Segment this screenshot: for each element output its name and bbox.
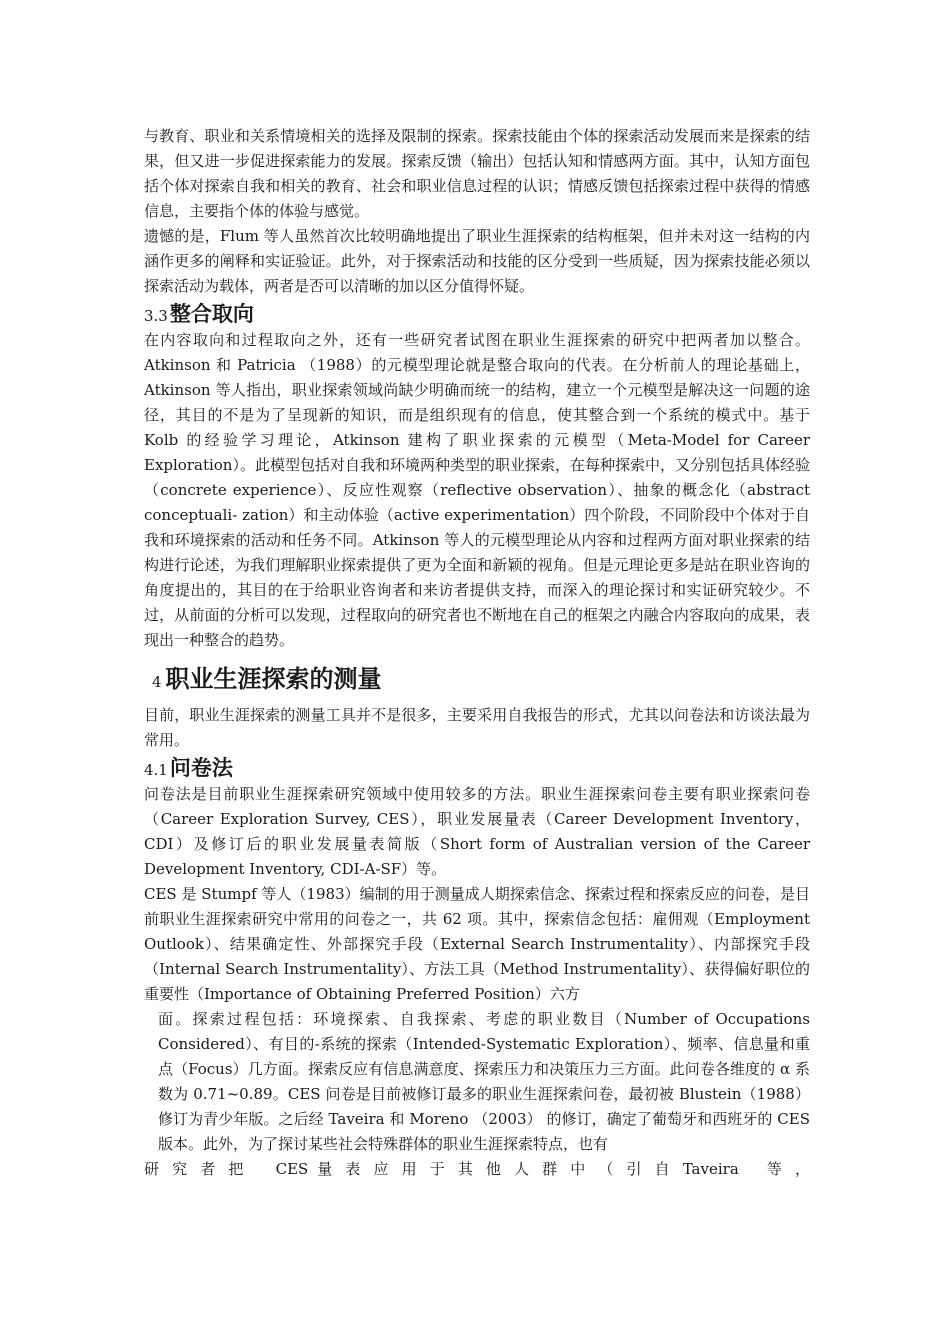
section-title: 职业生涯探索的测量 [165,664,382,693]
paragraph-ces-description: CES 是 Stumpf 等人（1983）编制的用于测量成人期探索信念、探索过程和探索反应的问卷，是目前职业生涯探索研究中常用的问卷之一，共 62 项。其中，探索信念包括：雇佣观（Employment Outlook）、结果确定性、外部探究手段（External Search Instrumentality）、内部探究手段（Internal Search Instrumentality）、方法工具（Method Instrumentality）、获得偏好职位的重要性（Importance of Obtaining Preferred Position）六方 [144,885,810,1003]
section-number: 4.1 [144,761,168,779]
section-number: 3.3 [144,307,168,325]
paragraph-questionnaire-method: 问卷法是目前职业生涯探索研究领域中使用较多的方法。职业生涯探索问卷主要有职业探索问卷（Career Exploration Survey, CES），职业发展量表（Career Development Inventory，CDI）及修订后的职业发展量表简版（Short form of Australian version of the Career Development Inventory, CDI-A-SF）等。 [144,785,810,878]
paragraph-exploration-feedback: 与教育、职业和关系情境相关的选择及限制的探索。探索技能由个体的探索活动发展而来是探索的结果，但又进一步促进探索能力的发展。探索反馈（输出）包括认知和情感两方面。其中，认知方面包括个体对探索自我和相关的教育、社会和职业信息过程的认识；情感反馈包括探索过程中获得的情感信息，主要指个体的体验与感觉。 [144,127,810,220]
section-number: 4 [152,673,162,691]
section-heading-3-3 [144,299,810,328]
section-title: 问卷法 [169,755,233,780]
paragraph-ces-other-groups: 研 究 者 把 CES 量 表 应 用 于 其 他 人 群 中 （ 引 自 Taveira 等 ， [144,1160,810,1178]
paragraph-integration-orientation: 在内容取向和过程取向之外，还有一些研究者试图在职业生涯探索的研究中把两者加以整合。Atkinson 和 Patricia （1988）的元模型理论就是整合取向的代表。在分析前人的理论基础上，Atkinson 等人指出，职业探索领域尚缺少明确而统一的结构，建立一个元模型是解决这一问题的途径，其目的不是为了呈现新的知识，而是组织现有的信息，使其整合到一个系统的模式中。基于 Kolb 的经验学习理论，Atkinson 建构了职业探索的元模型（Meta-Model for Career Exploration）。此模型包括对自我和环境两种类型的职业探索，在每种探索中，又分别包括具体经验（concrete experience）、反应性观察（reflective observation）、抽象的概念化（abstract conceptuali- zation）和主动体验（active experimentation）四个阶段，不同阶段中个体对于自我和环境探索的活动和任务不同。Atkinson 等人的元模型理论从内容和过程两方面对职业探索的结构进行论述，为我们理解职业探索提供了更为全面和新颖的视角。但是元理论更多是站在职业咨询的角度提出的，其目的在于给职业咨询者和来访者提供支持，而深入的理论探讨和实证研究较少。不过，从前面的分析可以发现，过程取向的研究者也不断地在自己的框架之内融合内容取向的成果，表现出一种整合的趋势。 [144,331,810,649]
section-title: 整合取向 [169,301,254,326]
paragraph-measurement-intro: 目前，职业生涯探索的测量工具并不是很多，主要采用自我报告的形式，尤其以问卷法和访谈法最为常用。 [144,706,810,749]
paragraph-ces-process: 面。探索过程包括：环境探索、自我探索、考虑的职业数目（Number of Occupations Considered）、有目的-系统的探索（Intended-Systematic Exploration）、频率、信息量和重点（Focus）几方面。探索反应有信息满意度、探索压力和决策压力三方面。此问卷各维度的 α 系数为 0.71~0.89。CES 问卷是目前被修订最多的职业生涯探索问卷，最初被 Blustein（1988） 修订为青少年版。之后经 Taveira 和 Moreno （2003） 的修订，确定了葡萄牙和西班牙的 CES 版本。此外，为了探讨某些社会特殊群体的职业生涯探索特点，也有 [158,1010,810,1153]
section-heading-4 [152,661,810,697]
section-heading-4-1 [144,753,810,782]
paragraph-flum-critique: 遗憾的是，Flum 等人虽然首次比较明确地提出了职业生涯探索的结构框架，但并未对这一结构的内涵作更多的阐释和实证验证。此外，对于探索活动和技能的区分受到一些质疑，因为探索技能必须以探索活动为载体，两者是否可以清晰的加以区分值得怀疑。 [144,227,810,295]
document-page [144,124,810,1182]
